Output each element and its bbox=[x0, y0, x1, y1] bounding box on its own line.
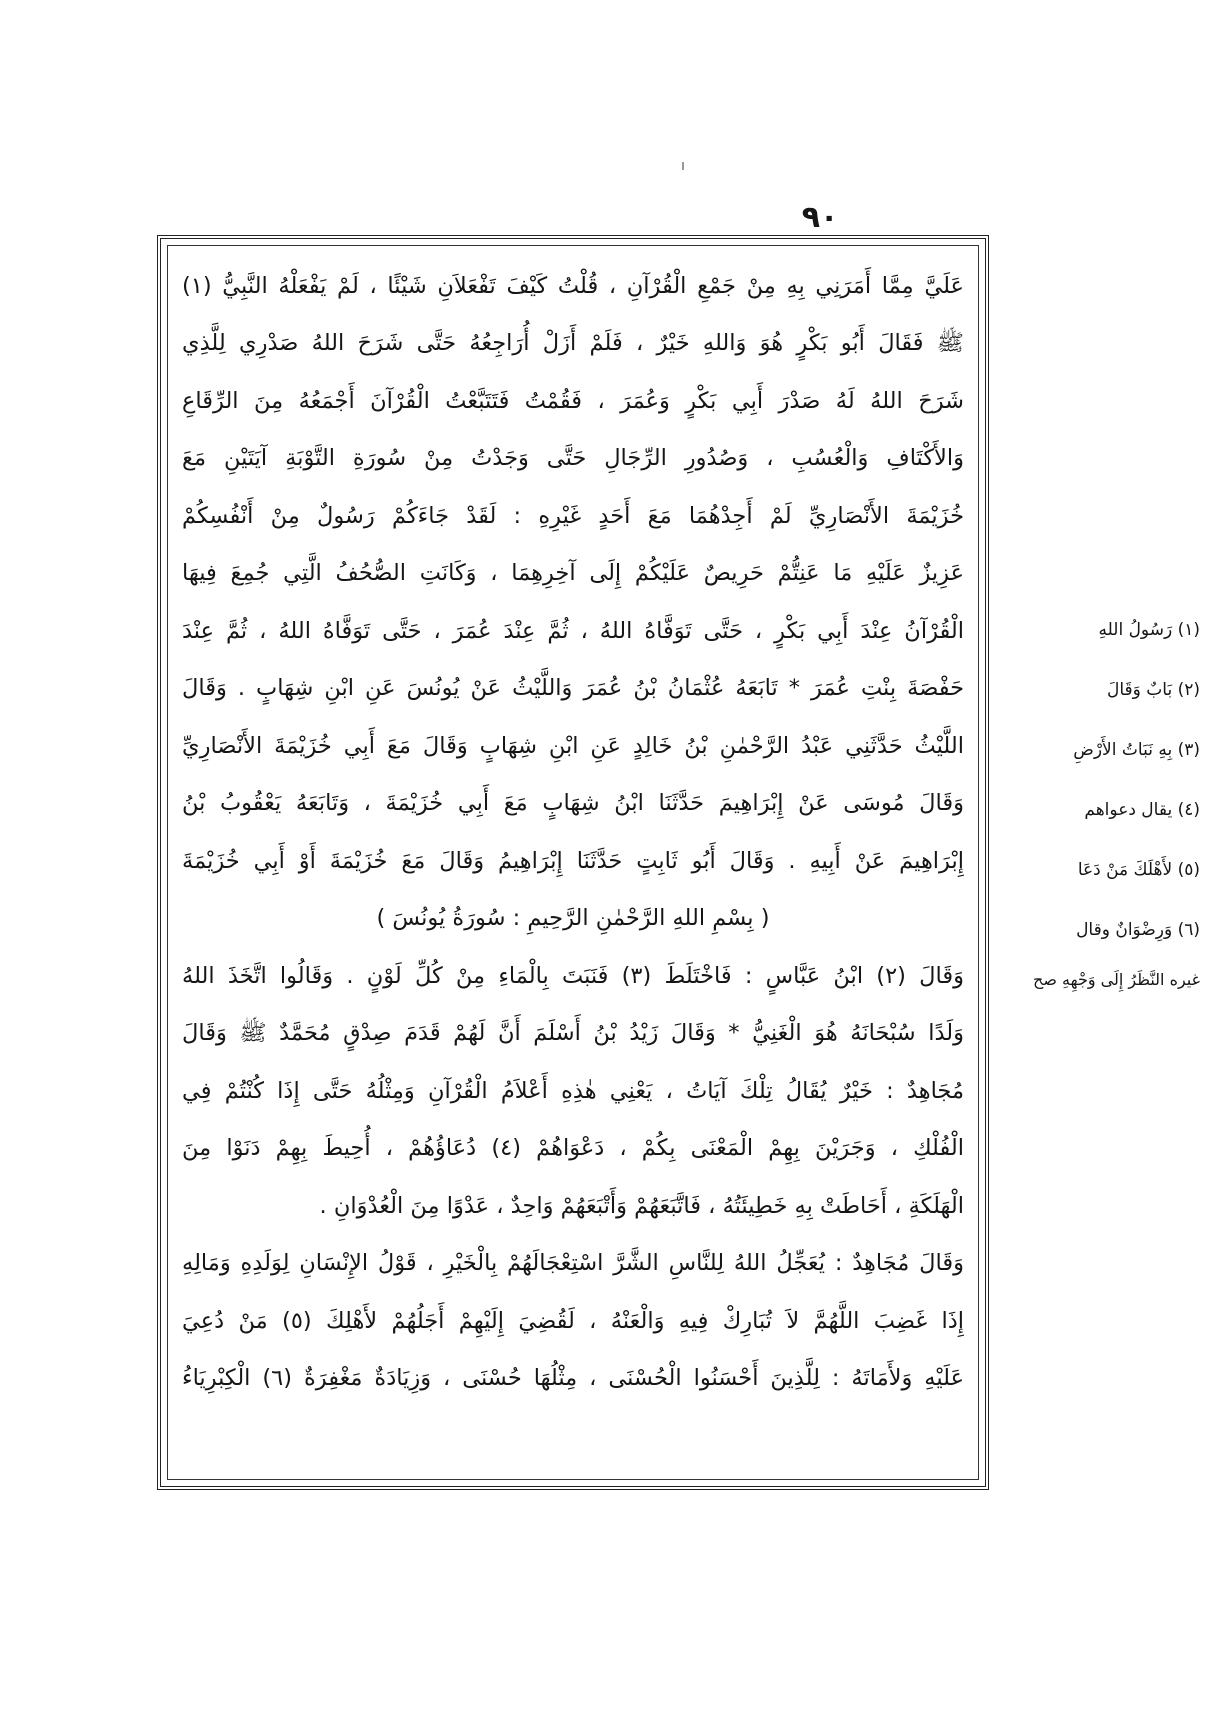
text-frame-inner bbox=[167, 245, 979, 1480]
text-line: حَفْصَةَ بِنْتِ عُمَرَ * تَابَعَهُ عُثْمَانُ بْنُ عُمَرَ وَاللَّيْثُ عَنْ يُونُسَ عَنِ ابْنِ شِهَابٍ . وَقَالَ bbox=[182, 675, 964, 701]
text-line: مُجَاهِدٌ : خَيْرٌ يُقَالُ تِلْكَ آيَاتُ ، يَعْنِي هٰذِهِ أَعْلاَمُ الْقُرْآنِ وَمِثْلُهُ حَتَّى إِذَا كُنْتُمْ فِي bbox=[182, 1077, 964, 1104]
text-line: اللَّيْثُ حَدَّثَنِي عَبْدُ الرَّحْمٰنِ بْنُ خَالِدٍ عَنِ ابْنِ شِهَابٍ وَقَالَ مَعَ أَبِي خُزَيْمَةَ الأَنْصَارِيِّ bbox=[182, 732, 964, 759]
text-line: شَرَحَ اللهُ لَهُ صَدْرَ أَبِي بَكْرٍ وَعُمَرَ ، فَقُمْتُ فَتَتَبَّعْتُ الْقُرْآنَ أَجْمَعُهُ مِنَ الرِّقَاعِ bbox=[182, 387, 964, 414]
text-line: إِبْرَاهِيمَ عَنْ أَبِيهِ . وَقَالَ أَبُو ثَابِتٍ حَدَّثَنَا إِبْرَاهِيمُ وَقَالَ مَعَ خُزَيْمَةَ أَوْ أَبِي خُزَيْمَةَ bbox=[182, 847, 964, 874]
margin-note: (٦) وَرِضْوَانٌ وقال bbox=[1076, 920, 1200, 940]
text-line: عَلَيَّ مِمَّا أَمَرَنِي بِهِ مِنْ جَمْعِ الْقُرْآنِ ، قُلْتُ كَيْفَ تَفْعَلاَنِ شَيْئًا ، لَمْ يَفْعَلْهُ النَّبِيُّ (١) bbox=[182, 272, 964, 299]
stray-mark bbox=[682, 162, 684, 170]
surah-heading: ( بِسْمِ اللهِ الرَّحْمٰنِ الرَّحِيمِ : سُورَةُ يُونُسَ ) bbox=[376, 905, 770, 931]
margin-note: (٥) لأَهْلَكَ مَنْ دَعَا bbox=[1077, 860, 1200, 880]
text-line: وَقَالَ مُجَاهِدٌ : يُعَجِّلُ اللهُ لِلنَّاسِ الشَّرَّ اسْتِعْجَالَهُمْ بِالْخَيْرِ ، قَوْلُ الإِنْسَانِ لِوَلَدِهِ وَمَالِهِ bbox=[182, 1250, 964, 1276]
margin-note-continuation: غيره النَّظَرُ إِلَى وَجْهِهِ صح bbox=[1033, 970, 1200, 989]
page-number: ٩٠ bbox=[801, 200, 839, 235]
margin-note: (٢) بَابٌ وَقَالَ bbox=[1106, 680, 1200, 700]
text-line: خُزَيْمَةَ الأَنْصَارِيِّ لَمْ أَجِدْهُمَا مَعَ أَحَدٍ غَيْرِهِ : لَقَدْ جَاءَكُمْ رَسُولٌ مِنْ أَنْفُسِكُمْ bbox=[182, 502, 964, 529]
margin-notes bbox=[1000, 600, 1200, 1000]
text-frame bbox=[157, 235, 989, 1490]
margin-note: (١) رَسُولُ اللهِ bbox=[1098, 620, 1200, 640]
text-line: الْهَلَكَةِ ، أَحَاطَتْ بِهِ خَطِيئَتُهُ ، فَاتَّبَعَهُمْ وَأَتْبَعَهُمْ وَاحِدٌ ، عَدْوًا مِنَ الْعُدْوَانِ . bbox=[319, 1192, 964, 1219]
text-line: إِذَا غَضِبَ اللَّهُمَّ لاَ تُبَارِكْ فِيهِ وَالْعَنْهُ ، لَقُضِيَ إِلَيْهِمْ أَجَلُهُمْ لأَهْلِكَ (٥) مَنْ دُعِيَ bbox=[182, 1307, 964, 1334]
text-line: وَقَالَ مُوسَى عَنْ إِبْرَاهِيمَ حَدَّثَنَا ابْنُ شِهَابٍ مَعَ أَبِي خُزَيْمَةَ ، وَتَابَعَهُ يَعْقُوبُ بْنُ bbox=[182, 790, 964, 816]
text-line: الْفُلْكِ ، وَجَرَيْنَ بِهِمْ الْمَعْنَى بِكُمْ ، دَعْوَاهُمْ (٤) دُعَاؤُهُمْ ، أُحِيطَ بِهِمْ دَنَوْا مِنَ bbox=[182, 1135, 964, 1161]
text-line: عَلَيْهِ وَلأَمَاتَهُ : لِلَّذِينَ أَحْسَنُوا الْحُسْنَى ، مِثْلُهَا حُسْنَى ، وَزِيَادَةٌ مَغْفِرَةٌ (٦) الْكِبْرِيَاءُ bbox=[182, 1365, 964, 1391]
text-line: وَلَدًا سُبْحَانَهُ هُوَ الْغَنِيُّ * وَقَالَ زَيْدُ بْنُ أَسْلَمَ أَنَّ لَهُمْ قَدَمَ صِدْقٍ مُحَمَّدٌ ﷺ وَقَالَ bbox=[182, 1020, 964, 1046]
text-line: الْقُرْآنُ عِنْدَ أَبِي بَكْرٍ ، حَتَّى تَوَفَّاهُ اللهُ ، ثُمَّ عِنْدَ عُمَرَ ، حَتَّى تَوَفَّاهُ اللهُ ، ثُمَّ عِنْدَ bbox=[182, 617, 964, 644]
text-line: وَالأَكْتَافِ وَالْعُسُبِ ، وَصُدُورِ الرِّجَالِ حَتَّى وَجَدْتُ مِنْ سُورَةِ التَّوْبَةِ آيَتَيْنِ مَعَ bbox=[182, 445, 964, 471]
margin-note: (٤) يقال دعواهم bbox=[1084, 800, 1200, 820]
text-line: عَزِيزٌ عَلَيْهِ مَا عَنِتُّمْ حَرِيصٌ عَلَيْكُمْ إِلَى آخِرِهِمَا ، وَكَانَتِ الصُّحُفُ الَّتِي جُمِعَ فِيهَا bbox=[182, 560, 964, 586]
text-line: وَقَالَ (٢) ابْنُ عَبَّاسٍ : فَاخْتَلَطَ (٣) فَنَبَتَ بِالْمَاءِ مِنْ كُلِّ لَوْنٍ . وَقَالُوا اتَّخَذَ اللهُ bbox=[182, 962, 964, 989]
text-line: ﷺ فَقَالَ أَبُو بَكْرٍ هُوَ وَاللهِ خَيْرٌ ، فَلَمْ أَزَلْ أُرَاجِعُهُ حَتَّى شَرَحَ اللهُ صَدْرِي لِلَّذِي bbox=[182, 330, 964, 356]
margin-note: (٣) بِهِ نَبَاتُ الأَرْضِ bbox=[1073, 740, 1200, 760]
body-text bbox=[182, 256, 964, 1469]
